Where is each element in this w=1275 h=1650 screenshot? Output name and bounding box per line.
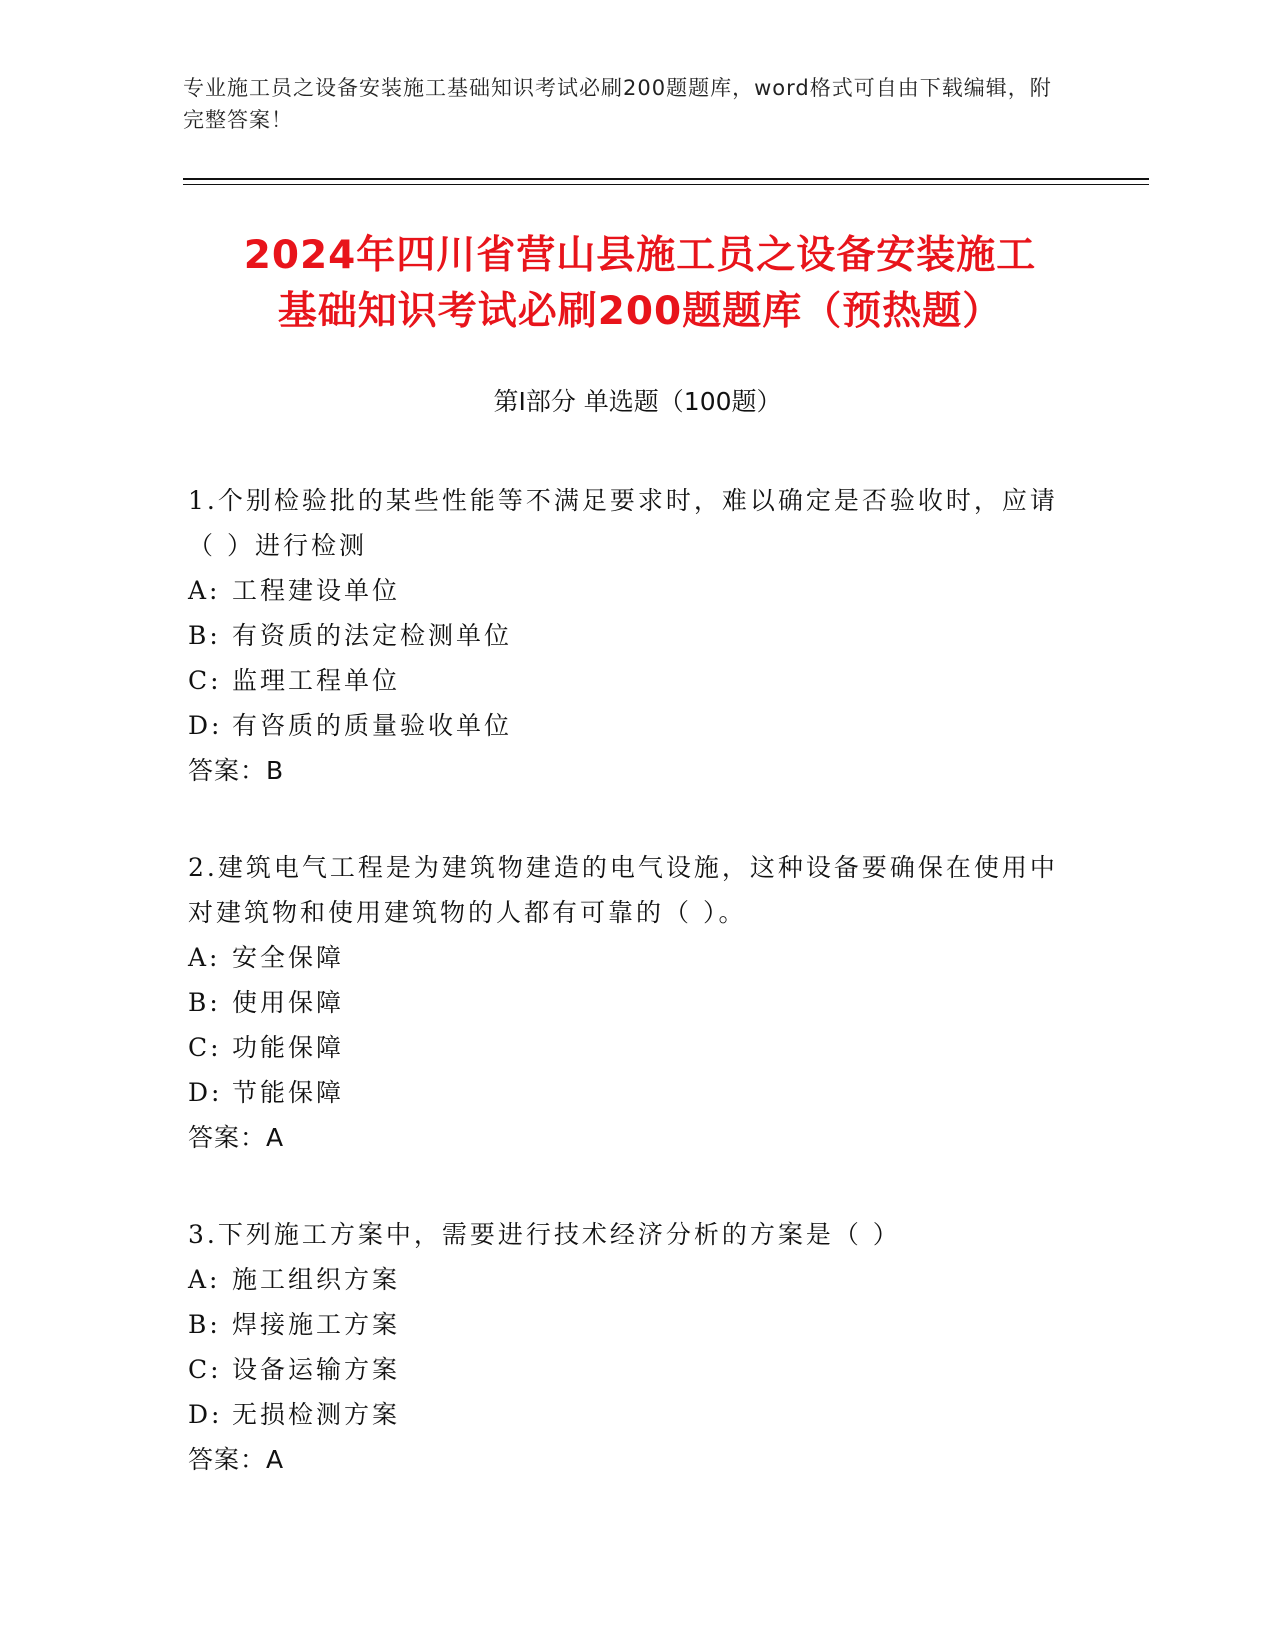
header-note: 专业施工员之设备安装施工基础知识考试必刷200题题库，word格式可自由下载编辑，附完整答案！ [183, 76, 1052, 132]
question-2 [188, 845, 1068, 1160]
document-title [160, 228, 1120, 340]
option-letter: C: [188, 1033, 222, 1062]
document-title-line-1: 2024年四川省营山县施工员之设备安装施工 [243, 233, 1037, 278]
option-text: 节能保障 [232, 1078, 345, 1107]
option-text: 使用保障 [232, 988, 345, 1017]
answer: 答案：A [188, 1445, 285, 1474]
question-stem: 3.下列施工方案中，需要进行技术经济分析的方案是（ ） [188, 1220, 901, 1249]
header-divider-thin [183, 184, 1149, 185]
document-title-line-2: 基础知识考试必刷200题题库（预热题） [277, 289, 1003, 334]
option-letter: C: [188, 666, 222, 695]
option-text: 有资质的法定检测单位 [232, 621, 513, 650]
option-text: 施工组织方案 [232, 1265, 401, 1294]
question-3 [188, 1212, 1068, 1482]
option-b [188, 1302, 1068, 1347]
option-text: 工程建设单位 [232, 576, 401, 605]
option-a [188, 935, 1068, 980]
option-text: 监理工程单位 [232, 666, 401, 695]
option-letter: D: [188, 1078, 223, 1107]
header-divider-thick [183, 178, 1149, 180]
option-letter: D: [188, 711, 223, 740]
question-stem: 1.个别检验批的某些性能等不满足要求时，难以确定是否验收时，应请（ ）进行检测 [188, 486, 1058, 560]
option-letter: C: [188, 1355, 222, 1384]
answer: 答案：B [188, 756, 285, 785]
answer: 答案：A [188, 1123, 285, 1152]
option-a [188, 568, 1068, 613]
option-c [188, 1347, 1068, 1392]
option-text: 有咨质的质量验收单位 [232, 711, 513, 740]
option-letter: B: [188, 1310, 221, 1339]
option-text: 功能保障 [232, 1033, 345, 1062]
option-d [188, 703, 1068, 748]
option-letter: B: [188, 988, 221, 1017]
option-b [188, 613, 1068, 658]
option-b [188, 980, 1068, 1025]
option-letter: B: [188, 621, 221, 650]
question-list [188, 478, 1068, 1534]
option-text: 安全保障 [232, 943, 345, 972]
section-heading: 第Ⅰ部分 单选题（100题） [493, 387, 782, 416]
option-text: 焊接施工方案 [232, 1310, 401, 1339]
option-text: 设备运输方案 [232, 1355, 401, 1384]
option-c [188, 1025, 1068, 1070]
option-letter: A: [188, 943, 221, 972]
option-letter: A: [188, 1265, 221, 1294]
option-d [188, 1392, 1068, 1437]
option-c [188, 658, 1068, 703]
question-stem: 2.建筑电气工程是为建筑物建造的电气设施，这种设备要确保在使用中对建筑物和使用建筑物的人都有可靠的（ ）。 [188, 853, 1058, 927]
option-a [188, 1257, 1068, 1302]
option-d [188, 1070, 1068, 1115]
option-letter: A: [188, 576, 221, 605]
option-letter: D: [188, 1400, 223, 1429]
option-text: 无损检测方案 [232, 1400, 401, 1429]
question-1 [188, 478, 1068, 793]
